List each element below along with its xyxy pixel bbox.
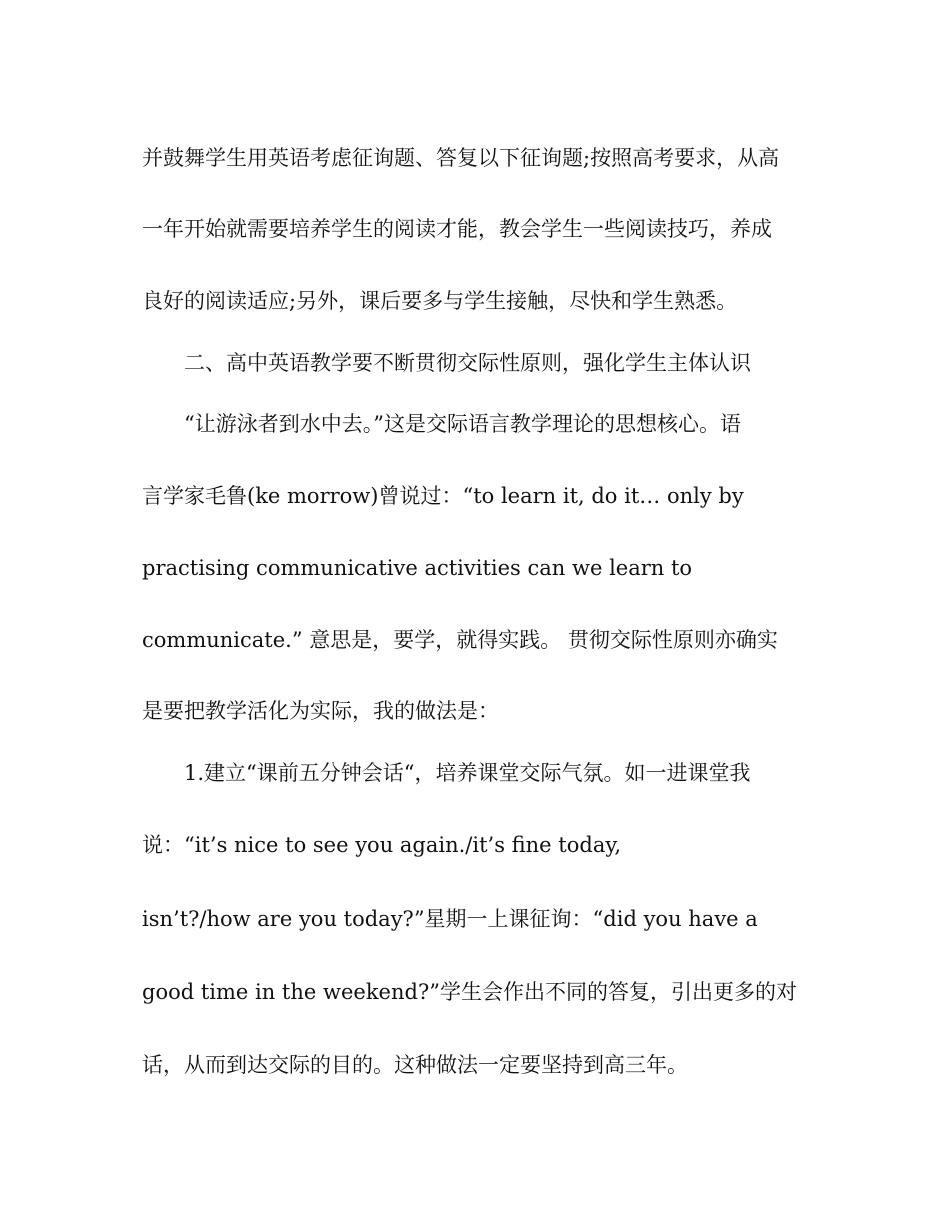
list-item-1-line-3: isn’t?/how are you today?”星期一上课征询：“did you have a — [142, 907, 758, 931]
section-heading: 二、高中英语教学要不断贯彻交际性原则，强化学生主体认识 — [184, 351, 751, 375]
paragraph-line-1: 并鼓舞学生用英语考虑征询题、答复以下征询题;按照高考要求，从高 — [142, 146, 780, 170]
paragraph-line-8: communicate.” 意思是，要学，就得实践。 贯彻交际性原则亦确实 — [142, 628, 778, 652]
paragraph-line-3: 良好的阅读适应;另外，课后要多与学生接触，尽快和学生熟悉。 — [142, 289, 738, 313]
list-item-1-line-1: 1.建立“课前五分钟会话“，培养课堂交际气氛。如一进课堂我 — [184, 761, 751, 785]
list-item-1-line-4: good time in the weekend?”学生会作出不同的答复，引出更多的对 — [142, 980, 797, 1004]
paragraph-line-5: “让游泳者到水中去。”这是交际语言教学理论的思想核心。语 — [184, 412, 741, 436]
paragraph-line-6: 言学家毛鲁(ke morrow)曾说过：“to learn it, do it… only by — [142, 484, 744, 508]
list-item-1-line-2: 说：“it’s nice to see you again./it’s fine today, — [142, 833, 622, 857]
paragraph-line-2: 一年开始就需要培养学生的阅读才能，教会学生一些阅读技巧，养成 — [142, 217, 772, 241]
list-item-1-line-5: 话，从而到达交际的目的。这种做法一定要坚持到高三年。 — [142, 1053, 688, 1077]
paragraph-line-7: practising communicative activities can we learn to — [142, 556, 693, 580]
paragraph-line-9: 是要把教学活化为实际，我的做法是： — [142, 699, 499, 723]
